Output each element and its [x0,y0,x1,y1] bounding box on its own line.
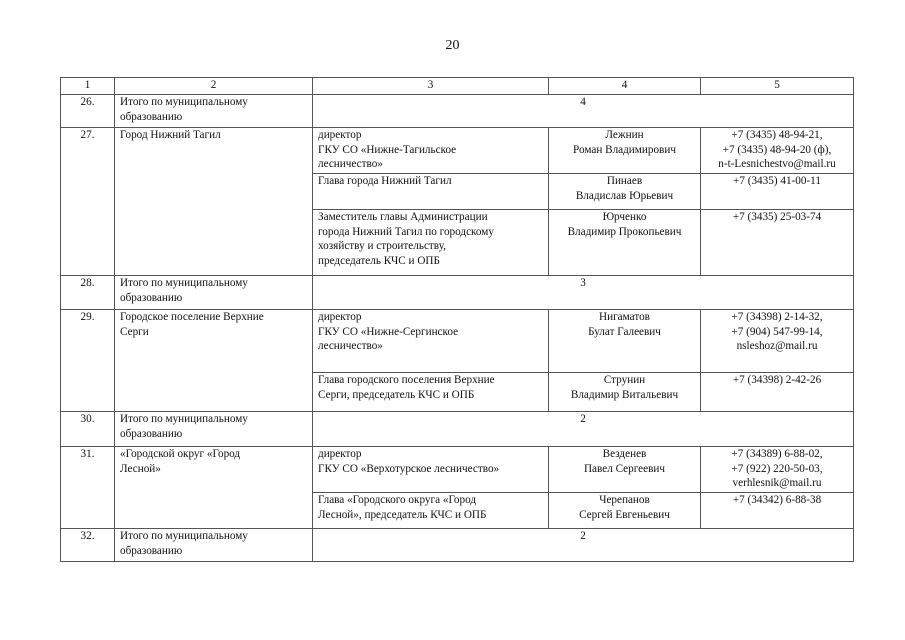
text-line: города Нижний Тагил по городскому [318,225,494,238]
position-cell [313,493,549,529]
row-number: 31. [61,447,115,529]
text-line: Нигаматов [599,311,650,323]
total-cell: 2 [313,412,854,447]
text-line: Везденев [602,448,647,460]
name-cell [549,447,701,493]
text-line: verhlesnik@mail.ru [732,477,822,490]
text-line: Глава городского поселения Верхние [318,374,495,386]
total-cell: 2 [313,529,854,562]
text-line: Струнин [603,374,646,386]
municipality-cell [115,447,313,529]
text-line: директор [318,129,362,141]
position-cell [313,310,549,373]
text-line: nsleshoz@mail.ru [736,340,818,353]
header-row [61,78,854,95]
text-line: Итого по муниципальному [120,96,248,108]
text-line: n-t-Lesnichestvo@mail.ru [718,158,836,171]
municipality-cell [115,412,313,447]
table-row [61,529,854,562]
text-line: Глава «Городского округа «Город [318,494,477,506]
position-cell [313,447,549,493]
text-line: Сергей Евгеньевич [579,508,670,521]
text-line: образованию [120,110,183,123]
table-row [61,276,854,310]
municipality-cell [115,529,313,562]
name-cell [549,174,701,210]
text-line: образованию [120,544,183,557]
total-cell: 3 [313,276,854,310]
row-number: 28. [61,276,115,310]
text-line: Булат Галеевич [588,325,661,338]
phone-cell [701,210,854,276]
header-cell: 3 [313,78,549,95]
contacts-table [60,77,854,562]
table-row [61,310,854,373]
row-number: 29. [61,310,115,412]
page-number: 20 [445,38,460,53]
text-line: +7 (3435) 48-94-21, [731,129,823,141]
text-line: лесничество» [318,340,383,353]
header-cell: 2 [115,78,313,95]
text-line: Итого по муниципальному [120,277,248,289]
text-line: Серги [120,325,149,338]
text-line: Глава города Нижний Тагил [318,175,452,187]
text-line: +7 (3435) 25-03-74 [732,211,822,223]
text-line: директор [318,311,362,323]
header-cell: 4 [549,78,701,95]
text-line: ГКУ СО «Нижне-Сергинское [318,325,459,338]
text-line: хозяйству и строительству, [318,240,446,253]
name-cell [549,128,701,174]
text-line: +7 (34398) 2-14-32, [731,311,823,323]
row-number: 32. [61,529,115,562]
text-line: Лежнин [605,129,644,141]
text-line: +7 (904) 547-99-14, [731,325,823,338]
text-line: Итого по муниципальному [120,530,248,542]
municipality-cell [115,95,313,128]
text-line: Итого по муниципальному [120,413,248,425]
text-line: Владислав Юрьевич [575,189,674,202]
text-line: Городское поселение Верхние [120,311,264,323]
total-cell: 4 [313,95,854,128]
text-line: директор [318,448,362,460]
table-row [61,128,854,174]
text-line: Юрченко [602,211,647,223]
text-line: +7 (922) 220-50-03, [731,462,823,475]
phone-cell [701,373,854,412]
text-line: Владимир Витальевич [570,388,679,401]
table-row [61,412,854,447]
municipality-cell [115,310,313,412]
text-line: +7 (34398) 2-42-26 [732,374,822,386]
text-line: Серги, председатель КЧС и ОПБ [318,388,475,401]
name-cell [549,493,701,529]
phone-cell [701,447,854,493]
text-line: ГКУ СО «Нижне-Тагильское [318,143,457,156]
position-cell [313,210,549,276]
name-cell [549,210,701,276]
text-line: +7 (34342) 6-88-38 [732,494,822,506]
text-line: Лесной» [120,462,161,475]
text-line: +7 (3435) 48-94-20 (ф), [722,143,832,156]
row-number: 26. [61,95,115,128]
text-line: Пинаев [606,175,643,187]
text-line: Лесной», председатель КЧС и ОПБ [318,508,487,521]
municipality-cell [115,128,313,276]
table-row [61,447,854,493]
text-line: Город Нижний Тагил [120,129,221,141]
phone-cell [701,493,854,529]
name-cell [549,373,701,412]
text-line: образованию [120,291,183,304]
header-cell: 1 [61,78,115,95]
table-row [61,95,854,128]
text-line: ГКУ СО «Верхотурское лесничество» [318,462,500,475]
text-line: +7 (34389) 6-88-02, [731,448,823,460]
text-line: Черепанов [599,494,650,506]
text-line: лесничество» [318,158,383,171]
text-line: Роман Владимирович [573,143,676,156]
text-line: образованию [120,427,183,440]
text-line: Павел Сергеевич [583,462,666,475]
position-cell [313,174,549,210]
municipality-cell [115,276,313,310]
name-cell [549,310,701,373]
row-number: 27. [61,128,115,276]
position-cell [313,373,549,412]
position-cell [313,128,549,174]
text-line: председатель КЧС и ОПБ [318,254,440,267]
phone-cell [701,174,854,210]
phone-cell [701,310,854,373]
phone-cell [701,128,854,174]
text-line: Заместитель главы Администрации [318,211,488,223]
text-line: +7 (3435) 41-00-11 [733,175,821,187]
row-number: 30. [61,412,115,447]
text-line: «Городской округ «Город [120,448,241,460]
header-cell: 5 [701,78,854,95]
text-line: Владимир Прокопьевич [567,225,682,238]
